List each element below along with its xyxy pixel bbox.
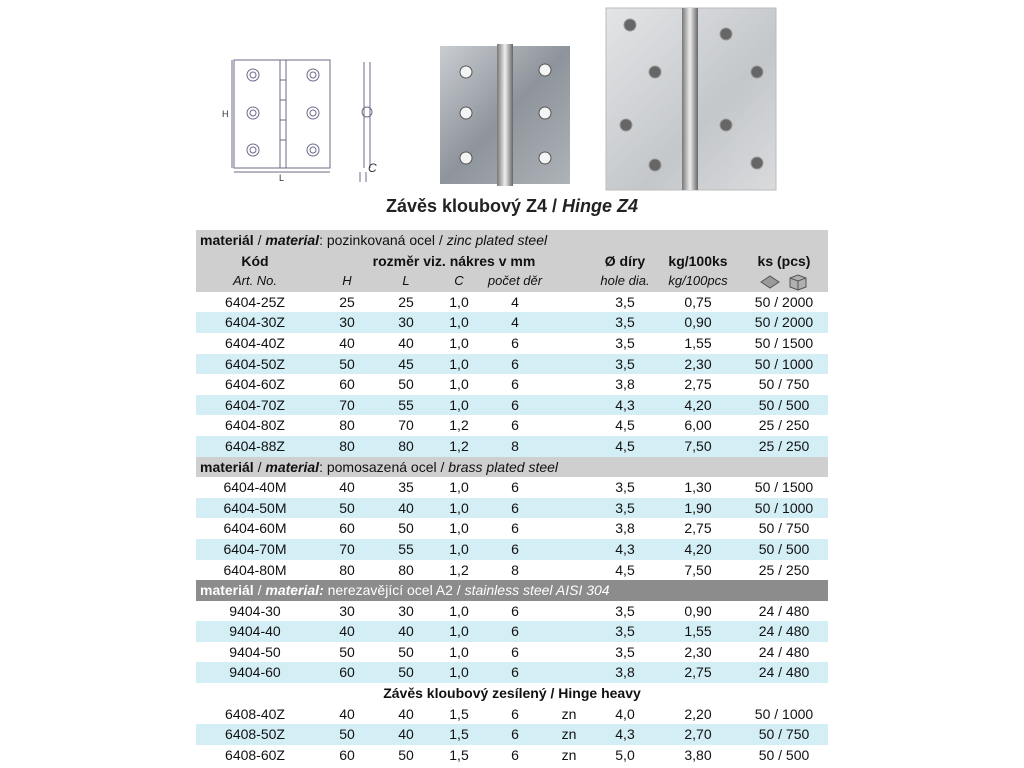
cell-weight: 1,55 (684, 623, 712, 640)
header-kg-cz: kg/100ks (668, 252, 728, 269)
cell-l: 40 (398, 499, 414, 516)
cell-code: 6404-80M (223, 561, 287, 578)
title-separator: / (547, 196, 563, 216)
hinge-photo-small (440, 44, 570, 186)
cell-pcs: 50 / 1000 (754, 499, 814, 516)
hinge-illustrations (0, 0, 1024, 192)
cell-pcs: 50 / 1000 (754, 355, 814, 372)
cell-l: 55 (398, 540, 414, 557)
material-label-en: material: (265, 582, 324, 599)
cell-h: 50 (339, 643, 355, 660)
header-row-cz (196, 251, 828, 272)
cell-h: 60 (339, 520, 355, 537)
table-row (196, 745, 828, 766)
cell-pcs: 24 / 480 (758, 664, 810, 681)
cell-c: 1,5 (449, 705, 469, 722)
cell-l: 80 (398, 437, 414, 454)
cell-c: 1,0 (449, 499, 469, 516)
technical-drawing (232, 60, 372, 182)
title-en: Hinge Z4 (562, 196, 639, 216)
cell-weight: 2,75 (684, 376, 712, 393)
cell-hole-dia: 3,5 (615, 499, 635, 516)
table-row (196, 354, 828, 375)
material-label (200, 580, 610, 601)
cell-holes: 4 (511, 293, 519, 310)
cell-hole-dia: 3,8 (615, 664, 635, 681)
cell-holes: 6 (511, 334, 519, 351)
table-row (196, 621, 828, 642)
table-row (196, 601, 828, 622)
cell-code: 6404-70Z (225, 396, 285, 413)
cell-pcs: 50 / 750 (758, 520, 810, 537)
title-cz: Závěs kloubový Z4 (385, 196, 548, 216)
cell-pcs: 50 / 750 (758, 376, 810, 393)
header-dims-cz: rozměr viz. nákres v mm (372, 252, 536, 269)
cell-weight: 4,20 (684, 540, 712, 557)
cell-c: 1,0 (449, 623, 469, 640)
cell-c: 1,0 (449, 396, 469, 413)
cell-code: 6404-60M (223, 520, 287, 537)
table-row (196, 642, 828, 663)
cell-weight: 2,30 (684, 643, 712, 660)
cell-l: 55 (398, 396, 414, 413)
cell-l: 50 (398, 643, 414, 660)
cell-weight: 2,70 (684, 726, 712, 743)
table-row (196, 415, 828, 436)
product-table (196, 230, 828, 765)
cell-h: 70 (339, 396, 355, 413)
cell-hole-dia: 4,3 (615, 396, 635, 413)
material-label-en: material (265, 458, 320, 475)
cell-finish: zn (561, 746, 577, 763)
cell-h: 40 (339, 479, 355, 496)
material-value-cz: nerezavějící ocel A2 (327, 582, 453, 599)
cell-holes: 6 (511, 705, 519, 722)
material-row (196, 580, 828, 601)
cell-holes: 6 (511, 396, 519, 413)
cell-holes: 6 (511, 499, 519, 516)
cell-c: 1,0 (449, 293, 469, 310)
cell-c: 1,2 (449, 437, 469, 454)
drawing-label-l: L (279, 173, 285, 183)
cell-c: 1,0 (449, 520, 469, 537)
cell-code: 6408-50Z (225, 726, 285, 743)
cell-code: 6404-30Z (225, 314, 285, 331)
cell-c: 1,0 (449, 355, 469, 372)
cell-code: 9404-40 (229, 623, 281, 640)
header-code-cz: Kód (241, 252, 269, 269)
cell-hole-dia: 3,5 (615, 643, 635, 660)
cell-hole-dia: 3,5 (615, 314, 635, 331)
header-h: H (342, 273, 352, 289)
header-package-icons (740, 271, 828, 292)
cell-h: 40 (339, 705, 355, 722)
cell-holes: 6 (511, 643, 519, 660)
cell-finish: zn (561, 726, 577, 743)
cell-l: 40 (398, 334, 414, 351)
cell-c: 1,2 (449, 417, 469, 434)
cell-l: 50 (398, 376, 414, 393)
table-row (196, 518, 828, 539)
cell-weight: 2,75 (684, 520, 712, 537)
cell-holes: 6 (511, 623, 519, 640)
cell-l: 25 (398, 293, 414, 310)
cell-pcs: 50 / 750 (758, 726, 810, 743)
cell-weight: 1,55 (684, 334, 712, 351)
material-label (200, 457, 558, 478)
cell-l: 50 (398, 664, 414, 681)
cell-h: 80 (339, 417, 355, 434)
bag-icon (759, 274, 781, 290)
cell-c: 1,0 (449, 664, 469, 681)
cell-pcs: 50 / 500 (758, 746, 810, 763)
cell-weight: 0,90 (684, 314, 712, 331)
cell-l: 45 (398, 355, 414, 372)
table-row (196, 477, 828, 498)
cell-weight: 7,50 (684, 437, 712, 454)
material-label-en: material (265, 232, 320, 248)
cell-c: 1,5 (449, 746, 469, 763)
table-row (196, 539, 828, 560)
cell-hole-dia: 3,8 (615, 520, 635, 537)
cell-holes: 6 (511, 726, 519, 743)
cell-pcs: 50 / 1000 (754, 705, 814, 722)
cell-pcs: 25 / 250 (758, 437, 810, 454)
cell-hole-dia: 3,5 (615, 293, 635, 310)
cell-c: 1,0 (449, 540, 469, 557)
section-subtitle: Závěs kloubový zesílený / Hinge heavy (383, 685, 641, 702)
cell-code: 9404-30 (229, 602, 281, 619)
cell-h: 50 (339, 499, 355, 516)
cell-h: 25 (339, 293, 355, 310)
material-slash: / (253, 232, 266, 248)
table-row (196, 662, 828, 683)
cell-holes: 6 (511, 355, 519, 372)
cell-code: 6408-40Z (225, 705, 285, 722)
table-row (196, 395, 828, 416)
cell-code: 9404-60 (229, 664, 281, 681)
material-slash: / (253, 582, 266, 599)
header-ks-cz: ks (pcs) (757, 252, 811, 269)
header-kg-en: kg/100pcs (668, 273, 728, 289)
table-row (196, 333, 828, 354)
cell-holes: 6 (511, 664, 519, 681)
material-row (196, 457, 828, 478)
material-value-en: brass plated steel (448, 458, 559, 475)
cell-holes: 8 (511, 437, 519, 454)
cell-pcs: 24 / 480 (758, 623, 810, 640)
cell-l: 40 (398, 726, 414, 743)
cell-code: 6404-60Z (225, 376, 285, 393)
cell-holes: 6 (511, 540, 519, 557)
cell-pcs: 24 / 480 (758, 602, 810, 619)
material-label (200, 230, 547, 251)
cell-l: 40 (398, 623, 414, 640)
cell-h: 40 (339, 334, 355, 351)
cell-weight: 3,80 (684, 746, 712, 763)
material-value-en: stainless steel AISI 304 (464, 582, 610, 599)
cell-hole-dia: 3,8 (615, 376, 635, 393)
material-slash: / (253, 458, 266, 475)
cell-hole-dia: 3,5 (615, 602, 635, 619)
page-title (0, 196, 1024, 217)
material-value-en: zinc plated steel (446, 232, 548, 248)
cell-hole-dia: 4,3 (615, 540, 635, 557)
cell-c: 1,0 (449, 643, 469, 660)
header-code-en: Art. No. (232, 273, 278, 289)
cell-c: 1,5 (449, 726, 469, 743)
cell-finish: zn (561, 705, 577, 722)
header-l: L (402, 273, 410, 289)
cell-hole-dia: 3,5 (615, 355, 635, 372)
header-dia-en: hole dia. (600, 273, 650, 289)
cell-pcs: 50 / 2000 (754, 314, 814, 331)
cell-code: 6404-40M (223, 479, 287, 496)
cell-h: 30 (339, 602, 355, 619)
cell-code: 9404-50 (229, 643, 281, 660)
hinge-photo-large (606, 8, 776, 190)
cell-weight: 6,00 (684, 417, 712, 434)
cell-c: 1,0 (449, 602, 469, 619)
cell-pcs: 24 / 480 (758, 643, 810, 660)
cell-weight: 7,50 (684, 561, 712, 578)
cell-weight: 2,30 (684, 355, 712, 372)
material-slash: / (436, 458, 449, 475)
cell-h: 50 (339, 355, 355, 372)
cell-hole-dia: 3,5 (615, 334, 635, 351)
cell-l: 30 (398, 602, 414, 619)
cell-h: 30 (339, 314, 355, 331)
header-dia-cz: Ø díry (604, 252, 646, 269)
cell-h: 80 (339, 561, 355, 578)
cell-h: 80 (339, 437, 355, 454)
material-slash: / (452, 582, 465, 599)
cell-hole-dia: 4,5 (615, 417, 635, 434)
table-row (196, 312, 828, 333)
table-row (196, 436, 828, 457)
cell-holes: 6 (511, 417, 519, 434)
cell-c: 1,2 (449, 561, 469, 578)
cell-l: 30 (398, 314, 414, 331)
cell-c: 1,0 (449, 314, 469, 331)
table-row (196, 292, 828, 313)
cell-holes: 6 (511, 602, 519, 619)
cell-weight: 1,30 (684, 479, 712, 496)
cell-h: 60 (339, 664, 355, 681)
cell-holes: 8 (511, 561, 519, 578)
cell-hole-dia: 4,0 (615, 705, 635, 722)
cell-hole-dia: 3,5 (615, 623, 635, 640)
cell-pcs: 25 / 250 (758, 417, 810, 434)
cell-pcs: 50 / 500 (758, 396, 810, 413)
cell-weight: 2,20 (684, 705, 712, 722)
cell-l: 40 (398, 705, 414, 722)
header-ks (740, 251, 828, 272)
cell-code: 6408-60Z (225, 746, 285, 763)
cell-weight: 2,75 (684, 664, 712, 681)
cell-l: 50 (398, 746, 414, 763)
subtitle-row (196, 683, 828, 704)
cell-holes: 4 (511, 314, 519, 331)
box-icon (787, 273, 809, 291)
cell-holes: 6 (511, 746, 519, 763)
cell-hole-dia: 3,5 (615, 479, 635, 496)
material-value-cz: pomosazená ocel (326, 458, 437, 475)
cell-hole-dia: 4,5 (615, 561, 635, 578)
cell-hole-dia: 4,3 (615, 726, 635, 743)
material-label-cz: materiál (200, 458, 254, 475)
table-row (196, 560, 828, 581)
table-row (196, 724, 828, 745)
cell-c: 1,0 (449, 376, 469, 393)
cell-code: 6404-50Z (225, 355, 285, 372)
product-images (0, 0, 1024, 192)
cell-c: 1,0 (449, 479, 469, 496)
cell-pcs: 50 / 1500 (754, 479, 814, 496)
material-slash: / (435, 232, 447, 248)
cell-h: 70 (339, 540, 355, 557)
drawing-label-h: H (222, 109, 229, 119)
cell-hole-dia: 5,0 (615, 746, 635, 763)
material-label-cz: materiál (200, 582, 254, 599)
cell-code: 6404-88Z (225, 437, 285, 454)
cell-pcs: 50 / 1500 (754, 334, 814, 351)
material-value-cz: pozinkovaná ocel (326, 232, 436, 248)
header-holes: počet děr (487, 273, 543, 289)
cell-pcs: 25 / 250 (758, 561, 810, 578)
cell-code: 6404-40Z (225, 334, 285, 351)
cell-holes: 6 (511, 520, 519, 537)
table-row (196, 374, 828, 395)
header-c: C (454, 273, 464, 289)
material-row (196, 230, 828, 251)
cell-weight: 0,90 (684, 602, 712, 619)
cell-h: 60 (339, 746, 355, 763)
cell-h: 50 (339, 726, 355, 743)
cell-pcs: 50 / 500 (758, 540, 810, 557)
table-row (196, 498, 828, 519)
cell-hole-dia: 4,5 (615, 437, 635, 454)
cell-code: 6404-70M (223, 540, 287, 557)
material-colon: : (319, 232, 327, 248)
cell-holes: 6 (511, 376, 519, 393)
cell-h: 60 (339, 376, 355, 393)
cell-pcs: 50 / 2000 (754, 293, 814, 310)
cell-l: 80 (398, 561, 414, 578)
cell-weight: 0,75 (684, 293, 712, 310)
cell-code: 6404-25Z (225, 293, 285, 310)
material-label-cz: materiál (200, 232, 254, 248)
cell-l: 35 (398, 479, 414, 496)
cell-l: 50 (398, 520, 414, 537)
cell-c: 1,0 (449, 334, 469, 351)
cell-weight: 1,90 (684, 499, 712, 516)
drawing-label-c: C (368, 161, 377, 175)
cell-holes: 6 (511, 479, 519, 496)
table-row (196, 704, 828, 725)
cell-code: 6404-80Z (225, 417, 285, 434)
cell-code: 6404-50M (223, 499, 287, 516)
cell-l: 70 (398, 417, 414, 434)
cell-weight: 4,20 (684, 396, 712, 413)
header-row-en (196, 271, 828, 292)
cell-h: 40 (339, 623, 355, 640)
material-colon: : (319, 458, 327, 475)
